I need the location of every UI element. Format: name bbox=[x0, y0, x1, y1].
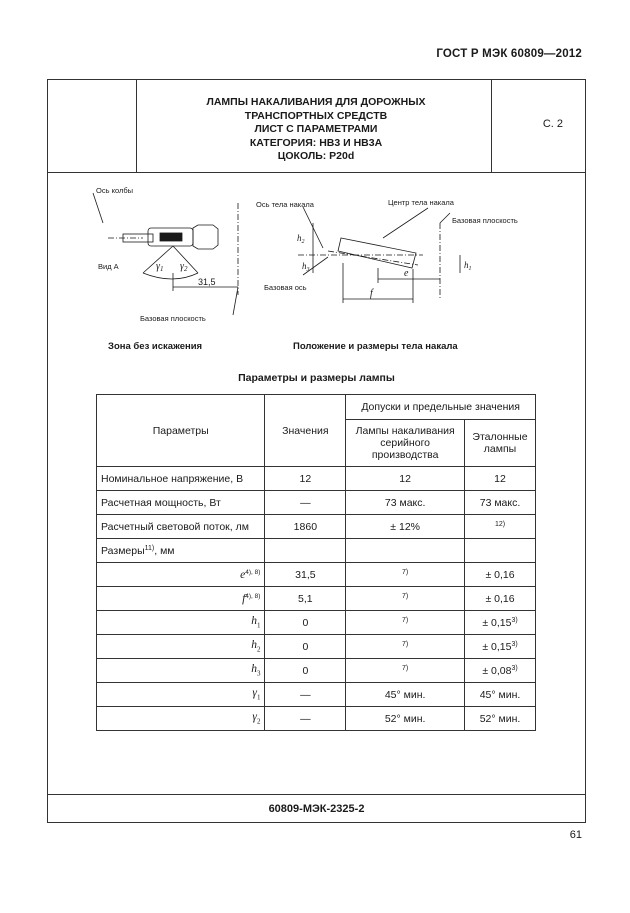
row-serial: 45° мин. bbox=[346, 683, 465, 707]
row-symbol: $\gamma_1$ bbox=[97, 683, 265, 707]
row-symbol: $\gamma_2$ bbox=[97, 707, 265, 731]
row-label: Размеры$^{11)}$, мм bbox=[97, 539, 265, 563]
sheet-page-code: С. 2 bbox=[542, 118, 563, 130]
table-title: Параметры и размеры лампы bbox=[238, 372, 395, 384]
row-value: 0 bbox=[265, 611, 346, 635]
filament-axis-line bbox=[328, 251, 418, 265]
e-label: e bbox=[404, 268, 409, 279]
row-value: 1860 bbox=[265, 515, 346, 539]
title-line: ЦОКОЛЬ: Р20d bbox=[277, 150, 355, 162]
row-serial: 7) bbox=[346, 659, 465, 683]
gamma1-label: $\gamma_1$ bbox=[156, 261, 164, 273]
title-line: ТРАНСПОРТНЫХ СРЕДСТВ bbox=[244, 109, 388, 122]
table-row bbox=[97, 659, 536, 683]
row-serial: 52° мин. bbox=[346, 707, 465, 731]
table-row bbox=[97, 587, 536, 611]
row-symbol: $h_1$ bbox=[97, 611, 265, 635]
row-reference: ± $0,08^{3)}$ bbox=[465, 659, 536, 683]
table-row bbox=[97, 563, 536, 587]
sheet-code: 60809-МЭК-2325-2 bbox=[268, 803, 365, 815]
gamma-arc bbox=[143, 273, 198, 279]
header-serial: Лампы накаливания серийного производства bbox=[346, 420, 465, 467]
row-label: Расчетная мощность, Вт bbox=[97, 491, 265, 515]
row-reference: ± $0,15^{3)}$ bbox=[465, 635, 536, 659]
row-serial: 7) bbox=[346, 587, 465, 611]
row-reference: ± 0,16 bbox=[465, 563, 536, 587]
h3-label: $h_3$ bbox=[302, 261, 310, 273]
table-row bbox=[97, 683, 536, 707]
row-serial: 7) bbox=[346, 563, 465, 587]
right-base-plane-leader bbox=[440, 213, 450, 223]
bulb-axis-leader bbox=[93, 193, 103, 223]
row-reference: 45° мин. bbox=[465, 683, 536, 707]
row-reference: 12 bbox=[465, 467, 536, 491]
header-params: Параметры bbox=[97, 395, 265, 467]
table-row bbox=[97, 707, 536, 731]
row-serial: 7) bbox=[346, 611, 465, 635]
row-reference: 73 макс. bbox=[465, 491, 536, 515]
row-value: 12 bbox=[265, 467, 346, 491]
table-row bbox=[97, 467, 536, 491]
base-axis-label: Базовая ось bbox=[264, 283, 307, 292]
row-serial: 73 макс. bbox=[346, 491, 465, 515]
distortion-zone-drawing bbox=[93, 193, 238, 315]
left-base-plane-label: Базовая плоскость bbox=[140, 314, 206, 323]
table-row bbox=[97, 611, 536, 635]
row-reference: ± 0,16 bbox=[465, 587, 536, 611]
table-row bbox=[97, 539, 536, 563]
parameters-table bbox=[96, 394, 536, 731]
sheet-frame bbox=[47, 79, 586, 823]
row-reference: ± $0,15^{3)}$ bbox=[465, 611, 536, 635]
row-reference bbox=[465, 539, 536, 563]
h2-label: $h_2$ bbox=[297, 233, 305, 245]
row-serial: 7) bbox=[346, 635, 465, 659]
page-number: 61 bbox=[569, 829, 582, 841]
filament-body bbox=[338, 238, 416, 268]
base-plane-leader bbox=[233, 287, 238, 315]
filament-axis-label: Ось тела накала bbox=[256, 200, 314, 209]
title-line: ЛИСТ С ПАРАМЕТРАМИ bbox=[254, 123, 378, 135]
lamp-diagrams bbox=[48, 173, 585, 343]
filament-center-label: Центр тела накала bbox=[388, 198, 454, 207]
right-base-plane-label: Базовая плоскость bbox=[452, 216, 518, 225]
right-diagram-caption: Положение и размеры тела накала bbox=[293, 341, 458, 352]
row-label: Номинальное напряжение, В bbox=[97, 467, 265, 491]
footnote-ref: 12) bbox=[494, 520, 506, 528]
row-label: Расчетный световой поток, лм bbox=[97, 515, 265, 539]
dim-315-label: 31,5 bbox=[198, 277, 216, 287]
gamma2-label: $\gamma_2$ bbox=[180, 261, 188, 273]
row-value: — bbox=[265, 683, 346, 707]
title-line: ЛАМПЫ НАКАЛИВАНИЯ ДЛЯ ДОРОЖНЫХ bbox=[206, 96, 426, 108]
lamp-cap bbox=[193, 225, 218, 249]
filament-center-leader bbox=[383, 208, 428, 238]
left-diagram-caption: Зона без искажения bbox=[108, 341, 203, 352]
sheet-title bbox=[140, 96, 492, 164]
row-value: 5,1 bbox=[265, 587, 346, 611]
row-symbol: $h_2$ bbox=[97, 635, 265, 659]
row-value: 0 bbox=[265, 635, 346, 659]
header-tolerances: Допуски и предельные значения bbox=[346, 395, 536, 420]
row-reference bbox=[465, 515, 536, 539]
table-row bbox=[97, 491, 536, 515]
table-header-row bbox=[97, 395, 536, 420]
header-values: Значения bbox=[265, 395, 346, 467]
title-line: КАТЕГОРИЯ: НВ3 И НВ3А bbox=[249, 136, 383, 149]
f-label: f bbox=[370, 288, 373, 299]
table-row bbox=[97, 635, 536, 659]
row-value bbox=[265, 539, 346, 563]
row-reference: 52° мин. bbox=[465, 707, 536, 731]
row-symbol: $e^{4), 8)}$ bbox=[97, 563, 265, 587]
standard-header: ГОСТ Р МЭК 60809—2012 bbox=[436, 48, 582, 60]
filament-position-drawing bbox=[298, 207, 460, 303]
row-serial: 12 bbox=[346, 467, 465, 491]
row-value: 0 bbox=[265, 659, 346, 683]
bulb-axis-label: Ось колбы bbox=[96, 186, 134, 195]
header-reference: Эталонные лампы bbox=[465, 420, 536, 467]
title-left-divider bbox=[136, 80, 137, 172]
row-symbol: $f^{4), 8)}$ bbox=[97, 587, 265, 611]
row-serial bbox=[346, 539, 465, 563]
filament-shape bbox=[160, 233, 182, 241]
row-symbol: $h_3$ bbox=[97, 659, 265, 683]
h1-label: $h_1$ bbox=[464, 260, 472, 272]
row-value: — bbox=[265, 491, 346, 515]
row-serial: ± 12% bbox=[346, 515, 465, 539]
row-value: — bbox=[265, 707, 346, 731]
row-value: 31,5 bbox=[265, 563, 346, 587]
view-a-label: Вид А bbox=[98, 262, 119, 271]
table-row bbox=[97, 515, 536, 539]
footer-divider bbox=[48, 794, 585, 795]
